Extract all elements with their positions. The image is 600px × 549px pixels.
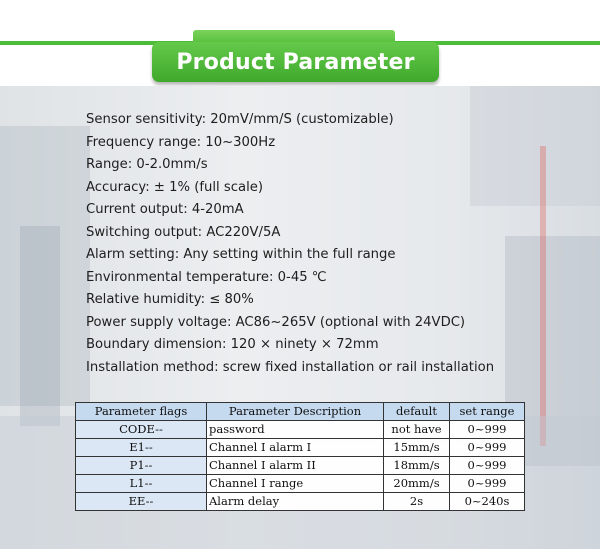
background-machine-shape: [20, 226, 60, 426]
spec-relative-humidity: Relative humidity: ≤ 80%: [86, 292, 254, 307]
spec-sensor-sensitivity: Sensor sensitivity: 20mV/mm/S (customizable): [86, 112, 394, 127]
table-row: [76, 457, 525, 475]
cell-description: Channel I range: [207, 475, 384, 493]
cell-description: Channel I alarm I: [207, 439, 384, 457]
table-row: [76, 475, 525, 493]
cell-description: Alarm delay: [207, 493, 384, 511]
cell-flag: EE--: [76, 493, 207, 511]
cell-set-range: 0~999: [450, 457, 525, 475]
spec-environmental-temperature: Environmental temperature: 0-45 ℃: [86, 269, 327, 285]
cell-set-range: 0~999: [450, 421, 525, 439]
header-parameter-flags: Parameter flags: [76, 403, 207, 421]
cell-default: 2s: [384, 493, 450, 511]
spec-range: Range: 0-2.0mm/s: [86, 157, 208, 172]
page-title: Product Parameter: [152, 42, 439, 82]
header-parameter-description: Parameter Description: [207, 403, 384, 421]
cell-description: Channel I alarm II: [207, 457, 384, 475]
spec-switching-output: Switching output: AC220V/5A: [86, 224, 281, 240]
spec-list: [86, 109, 586, 379]
cell-flag: E1--: [76, 439, 207, 457]
cell-default: 20mm/s: [384, 475, 450, 493]
header-default: default: [384, 403, 450, 421]
table-row: [76, 421, 525, 439]
table-row: [76, 439, 525, 457]
cell-flag: CODE--: [76, 421, 207, 439]
cell-set-range: 0~240s: [450, 493, 525, 511]
cell-description: password: [207, 421, 384, 439]
cell-flag: P1--: [76, 457, 207, 475]
spec-current-output: Current output: 4-20mA: [86, 202, 244, 217]
table-row: [76, 493, 525, 511]
cell-default: 18mm/s: [384, 457, 450, 475]
spec-alarm-setting: Alarm setting: Any setting within the full range: [86, 247, 396, 262]
spec-accuracy: Accuracy: ± 1% (full scale): [86, 179, 264, 195]
cell-flag: L1--: [76, 475, 207, 493]
spec-boundary-dimension: Boundary dimension: 120 × ninety × 72mm: [86, 337, 379, 352]
table-header-row: [76, 403, 525, 421]
spec-frequency-range: Frequency range: 10~300Hz: [86, 134, 276, 150]
cell-set-range: 0~999: [450, 439, 525, 457]
header-set-range: set range: [450, 403, 525, 421]
spec-power-supply-voltage: Power supply voltage: AC86~265V (optional with 24VDC): [86, 314, 466, 330]
parameter-table: [75, 402, 525, 511]
spec-installation-method: Installation method: screw fixed installation or rail installation: [86, 359, 495, 375]
cell-set-range: 0~999: [450, 475, 525, 493]
cell-default: 15mm/s: [384, 439, 450, 457]
cell-default: not have: [384, 421, 450, 439]
